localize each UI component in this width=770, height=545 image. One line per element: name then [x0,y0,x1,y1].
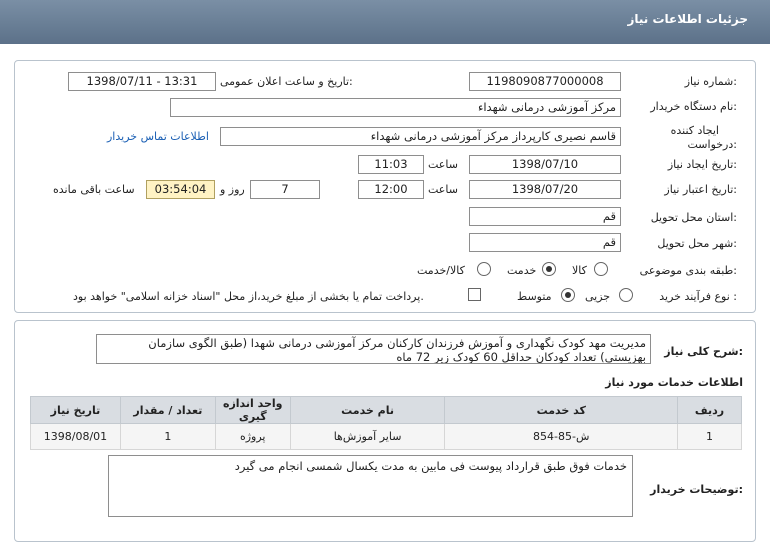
need-number-field: 1198090877000008 [469,72,621,91]
process-medium-radio[interactable] [561,288,575,302]
category-goods-label: کالا [572,264,587,277]
buyer-org-label: نام دستگاه خریدار: [650,100,737,113]
col-row: ردیف [678,397,742,424]
cell-quantity: 1 [120,424,215,450]
buyer-notes-text: خدمات فوق طبق قرارداد پیوست فی مابین به مدت یکسال شمسی انجام می گیرد [108,455,633,517]
created-time-label: ساعت [428,158,458,171]
city-field: قم [469,233,621,252]
valid-time-label: ساعت [428,183,458,196]
page-header [0,0,770,44]
process-minor-label: جزیی [585,290,611,303]
cell-unit: پروژه [215,424,290,450]
process-medium-label: متوسط [517,290,552,303]
table-row [31,424,742,450]
cell-row: 1 [678,424,742,450]
buyer-notes-label: توضیحات خریدار: [650,483,743,496]
category-goods-service-radio[interactable] [477,262,491,276]
services-table-header [31,397,742,424]
category-goods-service-label: کالا/خدمت [417,264,465,277]
description-text: مدیریت مهد کودک نگهداری و آموزش فرزندان کارکنان مرکز آموزشی درمانی شهدا (طبق الگوی سازمان بهزیستی) تعداد کودکان حداقل 60 کودک زیر 72 ماه [96,334,651,364]
treasury-payment-checkbox[interactable] [468,288,481,301]
services-title: اطلاعات خدمات مورد نیاز [605,376,743,389]
category-service-radio[interactable] [542,262,556,276]
services-table [30,396,742,450]
col-need-date: تاریخ نیاز [31,397,121,424]
page-title: جزئیات اطلاعات نیاز [627,12,748,26]
created-time-field: 11:03 [358,155,424,174]
col-unit: واحد اندازه گیری [215,397,290,424]
process-label: نوع فرآیند خرید : [659,290,737,303]
category-goods-radio[interactable] [594,262,608,276]
valid-time-field: 12:00 [358,180,424,199]
treasury-payment-note: پرداخت تمام یا بخشی از مبلغ خرید،از محل "اسناد خزانه اسلامی" خواهد بود. [73,290,424,303]
cell-service-code: ش-85-854 [445,424,678,450]
remaining-label: ساعت باقی مانده [53,183,135,196]
announce-field: 1398/07/11 - 13:31 [68,72,216,91]
category-label: طبقه بندی موضوعی: [639,264,737,277]
cell-need-date: 1398/08/01 [31,424,121,450]
creator-field: قاسم نصیری کارپرداز مرکز آموزشی درمانی شهداء [220,127,621,146]
valid-date-field: 1398/07/20 [469,180,621,199]
need-info-panel [14,60,756,313]
col-service-code: کد خدمت [445,397,678,424]
category-service-label: خدمت [507,264,537,277]
process-minor-radio[interactable] [619,288,633,302]
creator-label-1: ایجاد کننده [670,124,719,137]
need-number-label: شماره نیاز: [684,75,737,88]
days-label: روز و [220,183,245,196]
days-field: 7 [250,180,320,199]
buyer-contact-link[interactable]: اطلاعات تماس خریدار [107,130,209,143]
remaining-time-field: 03:54:04 [146,180,215,199]
cell-service-name: سایر آموزش‌ها [290,424,445,450]
valid-date-label: تاریخ اعتبار نیاز: [664,183,737,196]
col-service-name: نام خدمت [290,397,445,424]
province-label: استان محل تحویل: [650,211,737,224]
col-quantity: تعداد / مقدار [120,397,215,424]
creator-label-2: درخواست: [687,138,737,151]
created-date-label: تاریخ ایجاد نیاز: [667,158,737,171]
city-label: شهر محل تحویل: [657,237,737,250]
created-date-field: 1398/07/10 [469,155,621,174]
details-panel [14,320,756,542]
announce-label: تاریخ و ساعت اعلان عمومی: [220,75,353,88]
buyer-org-field: مرکز آموزشی درمانی شهداء [170,98,621,117]
province-field: قم [469,207,621,226]
description-label: شرح کلی نیاز: [664,345,743,358]
